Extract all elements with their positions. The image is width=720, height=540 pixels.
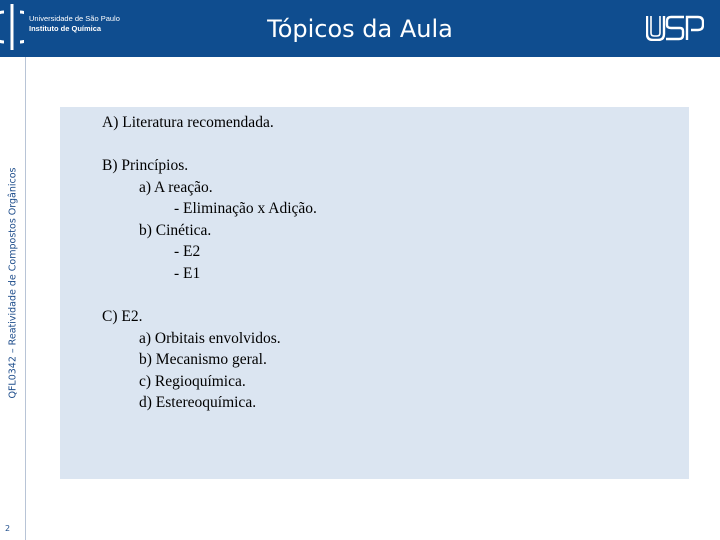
- university-name: Universidade de São Paulo: [29, 14, 120, 23]
- header-bar: [0, 0, 720, 57]
- section-heading: B) Princípios.: [102, 157, 189, 174]
- outline-subitem: - Eliminação x Adição.: [174, 200, 317, 217]
- sidebar-divider: [25, 57, 26, 540]
- outline-item: d) Estereoquímica.: [139, 394, 257, 411]
- section-heading: C) E2.: [102, 308, 143, 325]
- outline-item: c) Regioquímica.: [139, 373, 246, 390]
- outline-subitem: - E1: [174, 265, 201, 282]
- outline-item: a) Orbitais envolvidos.: [139, 330, 281, 347]
- outline-item: b) Mecanismo geral.: [139, 351, 267, 368]
- page-title: Tópicos da Aula: [267, 15, 453, 43]
- outline-item: b) Cinética.: [139, 222, 212, 239]
- section-heading: A) Literatura recomendada.: [102, 114, 274, 131]
- outline-item: a) A reação.: [139, 179, 213, 196]
- usp-logo-icon: [646, 15, 704, 41]
- outline-subitem: - E2: [174, 243, 201, 260]
- institute-name: Instituto de Química: [29, 24, 102, 33]
- course-label: QFL0342 – Reatividade de Compostos Orgânicos: [7, 167, 19, 399]
- page-number: 2: [5, 524, 11, 533]
